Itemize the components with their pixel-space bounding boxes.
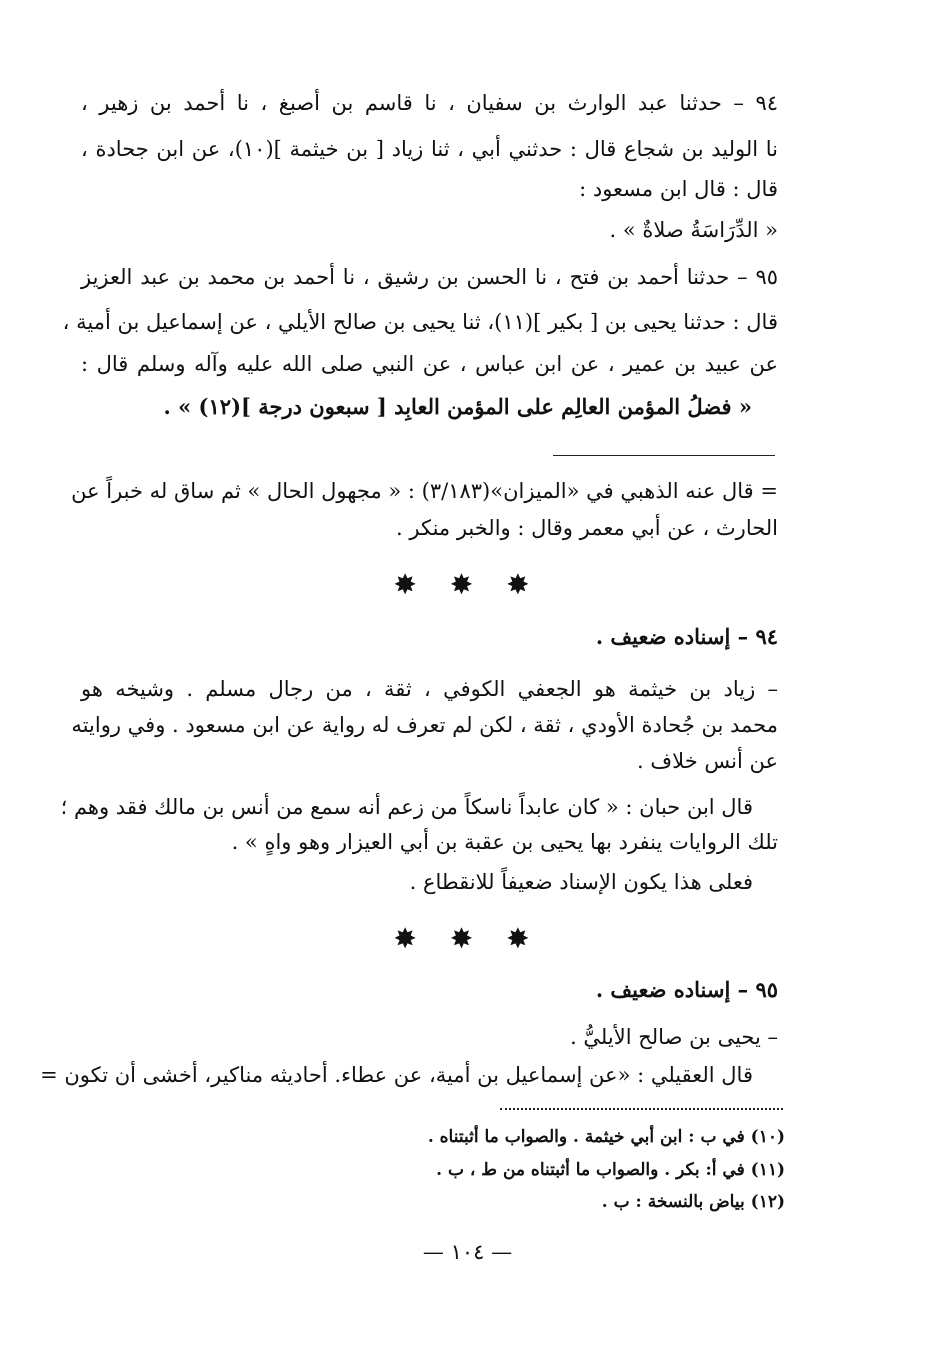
takhrij-95-heading: ٩٥ – إسناده ضعيف . [595,977,778,1002]
footnote-continuation-line-2: الحارث ، عن أبي معمر وقال : والخبر منكر . [396,516,778,540]
hadith-95-text: « فضلُ المؤمن العالِم على المؤمن العابِد [ سبعون درجة ](١٢) » . [163,394,752,419]
footnotes-divider [500,1108,783,1110]
footnote-continuation-line-1: = قال عنه الذهبي في «الميزان»(٣/١٨٣) : « مجهول الحال » ثم ساق له خبراً عن [71,479,778,503]
hadith-95-line-1: ٩٥ – حدثنا أحمد بن فتح ، نا الحسن بن رشيق ، نا أحمد بن محمد بن عبد العزيز [81,265,778,289]
section-separator: ✸ ✸ ✸ [393,922,542,955]
hadith-94-text: « الدِّرَاسَةُ صلاةٌ » . [609,218,778,242]
footnote-11: (١١) في أ: بكر . والصواب ما أثبتناه من ط ، ب . [436,1160,785,1180]
takhrij-95-line-1: – يحيى بن صالح الأيليُّ . [570,1025,778,1049]
hadith-95-line-3: عن عبيد بن عمير ، عن ابن عباس ، عن النبي صلى الله عليه وآله وسلم قال : [81,352,778,376]
hadith-94-line-3: قال : قال ابن مسعود : [579,177,778,201]
footnote-10: (١٠) في ب : ابن أبي خيثمة . والصواب ما أثبتناه . [427,1127,785,1147]
hadith-94-line-1: ٩٤ – حدثنا عبد الوارث بن سفيان ، نا قاسم بن أصبغ ، نا أحمد بن زهير ، [81,91,778,115]
section-separator: ✸ ✸ ✸ [393,568,542,601]
takhrij-94-line-5: تلك الروايات ينفرد بها يحيى بن عقبة بن أبي العيزار وهو واهٍ » . [231,830,778,854]
hadith-95-line-2: قال : حدثنا يحيى بن [ بكير ](١١)، ثنا يحيى بن صالح الأيلي ، عن إسماعيل بن أمية ، [62,310,778,334]
takhrij-94-line-2: محمد بن جُحادة الأودي ، ثقة ، لكن لم تعرف له رواية عن ابن مسعود . وفي روايته [71,713,778,737]
takhrij-94-line-1: – زياد بن خيثمة هو الجعفي الكوفي ، ثقة ، من رجال مسلم . وشيخه هو [81,677,778,701]
takhrij-94-line-6: فعلى هذا يكون الإسناد ضعيفاً للانقطاع . [409,870,753,894]
takhrij-95-line-2: قال العقيلي : «عن إسماعيل بن أمية، عن عطاء. أحاديثه مناكير، أخشى أن تكون = [40,1063,753,1087]
takhrij-94-heading: ٩٤ – إسناده ضعيف . [595,624,778,649]
page-number: — ١٠٤ — [422,1240,513,1264]
hadith-94-line-2: نا الوليد بن شجاع قال : حدثني أبي ، ثنا زياد [ بن خيثمة ](١٠)، عن ابن جحادة ، [81,137,778,161]
takhrij-94-line-3: عن أنس خلاف . [637,749,778,773]
footnote-12: (١٢) بياض بالنسخة : ب . [601,1192,785,1212]
takhrij-94-line-4: قال ابن حبان : « كان عابداً ناسكاً من زعم أنه سمع من أنس بن مالك فقد وهم ؛ [60,795,753,819]
footnote-rule [553,455,775,456]
